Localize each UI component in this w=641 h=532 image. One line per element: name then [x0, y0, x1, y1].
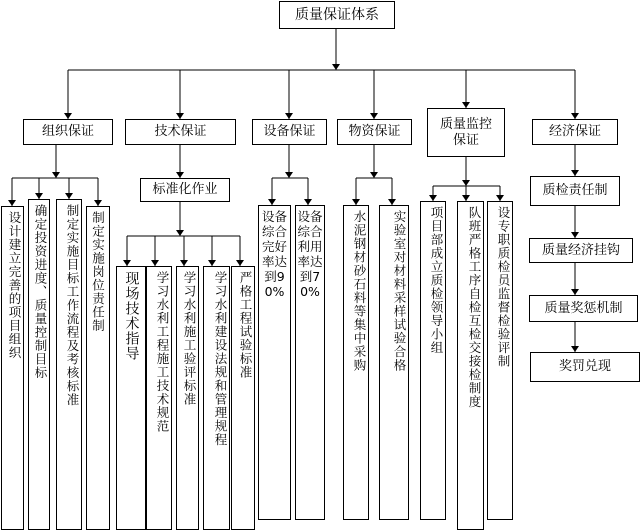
equip-item: 设备综合利用率达到70% — [295, 205, 325, 520]
category-econ: 经济保证 — [532, 119, 618, 145]
root-node: 质量保证体系 — [279, 1, 395, 29]
tech-item: 学习水利建设法规和管理规程 — [203, 266, 230, 530]
material-item: 水泥钢材砂石料等集中采购 — [343, 205, 369, 520]
tech-sub-standard: 标准化作业 — [140, 178, 230, 202]
category-monitor: 质量监控保证 — [427, 108, 505, 157]
org-item: 设计建立完善的项目组织 — [1, 206, 24, 530]
tech-item: 学习水利施工验评标准 — [176, 266, 199, 530]
org-item: 制定实施目标工作流程及考核标准 — [56, 199, 82, 530]
org-item: 确定投资进度、质量控制目标 — [28, 199, 50, 530]
econ-item: 质检责任制 — [530, 176, 620, 206]
tech-item: 现场技术指导 — [116, 266, 146, 530]
econ-item: 奖罚兑现 — [530, 352, 640, 382]
monitor-item: 设专职质检员监督检验评制 — [487, 201, 513, 520]
econ-item: 质量奖惩机制 — [529, 295, 638, 322]
tech-item: 学习水利工程施工技术规范 — [146, 266, 172, 530]
tech-item: 严格工程试验标准 — [231, 266, 255, 530]
category-tech: 技术保证 — [125, 119, 236, 145]
category-material: 物资保证 — [337, 119, 412, 145]
org-item: 制定实施岗位责任制 — [86, 206, 110, 530]
monitor-item: 队班严格工序自检互检交接检制度 — [457, 201, 484, 530]
monitor-item: 项目部成立质检领导小组 — [420, 201, 446, 520]
equip-item: 设备综合完好率达到90% — [258, 205, 291, 520]
category-org: 组织保证 — [23, 119, 113, 145]
material-item: 实验室对材料采样试验合格 — [379, 205, 409, 520]
category-equip: 设备保证 — [252, 119, 327, 145]
econ-item: 质量经济挂钩 — [529, 238, 633, 263]
